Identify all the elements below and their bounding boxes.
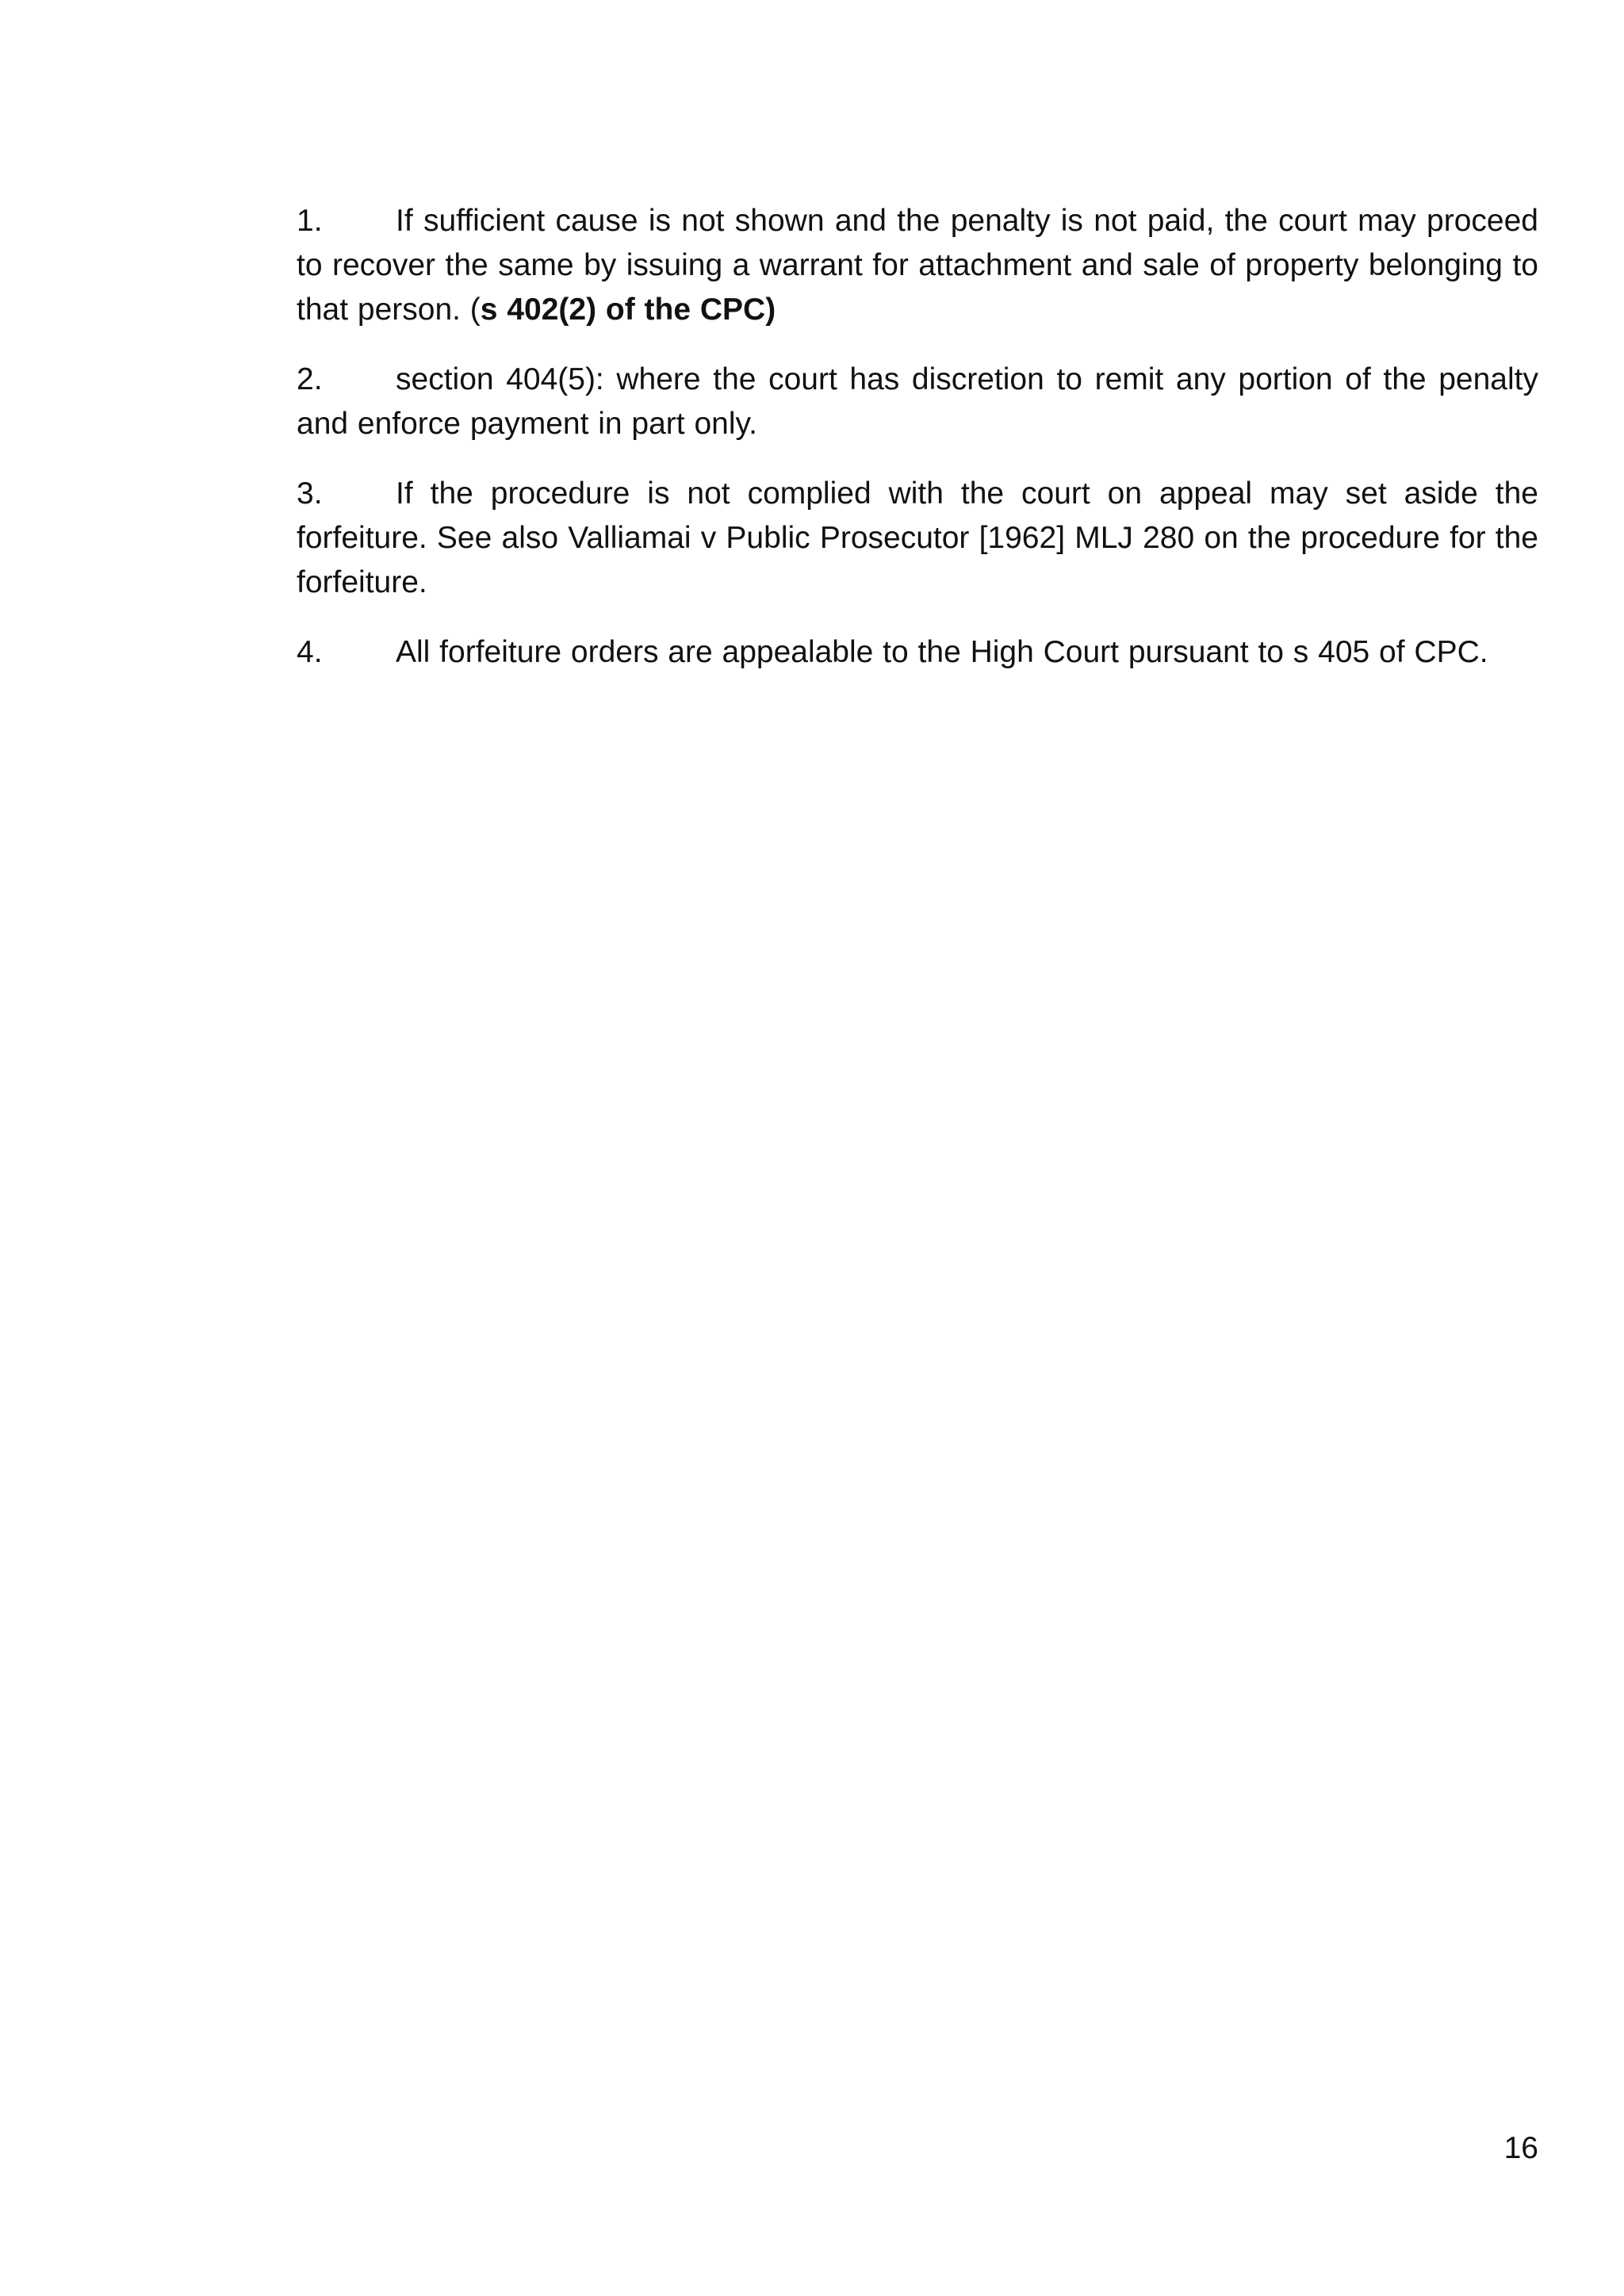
paragraph-text: If sufficient cause is not shown and the penalty is not paid, the court may proceed to recover the same by issuing a warrant for attachment and sale of property belonging to that person. ( <box>297 204 1538 327</box>
paragraph-number: 3. <box>297 476 323 511</box>
document-body <box>297 199 1538 700</box>
page-number: 16 <box>1503 2131 1538 2165</box>
paragraph-3 <box>297 472 1538 605</box>
paragraph-number: 1. <box>297 204 323 238</box>
paragraph-number: 2. <box>297 362 323 396</box>
statute-reference: s 402(2) of the CPC) <box>480 293 776 327</box>
paragraph-text: All forfeiture orders are appealable to the High Court pursuant to s 405 of CPC. <box>396 635 1488 669</box>
paragraph-number: 4. <box>297 635 323 669</box>
paragraph-2 <box>297 358 1538 446</box>
paragraph-text: section 404(5): where the court has discretion to remit any portion of the penalty and enforce payment in part only. <box>297 362 1538 441</box>
paragraph-4 <box>297 630 1538 675</box>
paragraph-text: If the procedure is not complied with the court on appeal may set aside the forfeiture. See also Valliamai v Public Prosecutor [1962] MLJ 280 on the procedure for the forfeiture. <box>297 476 1538 599</box>
paragraph-1 <box>297 199 1538 332</box>
